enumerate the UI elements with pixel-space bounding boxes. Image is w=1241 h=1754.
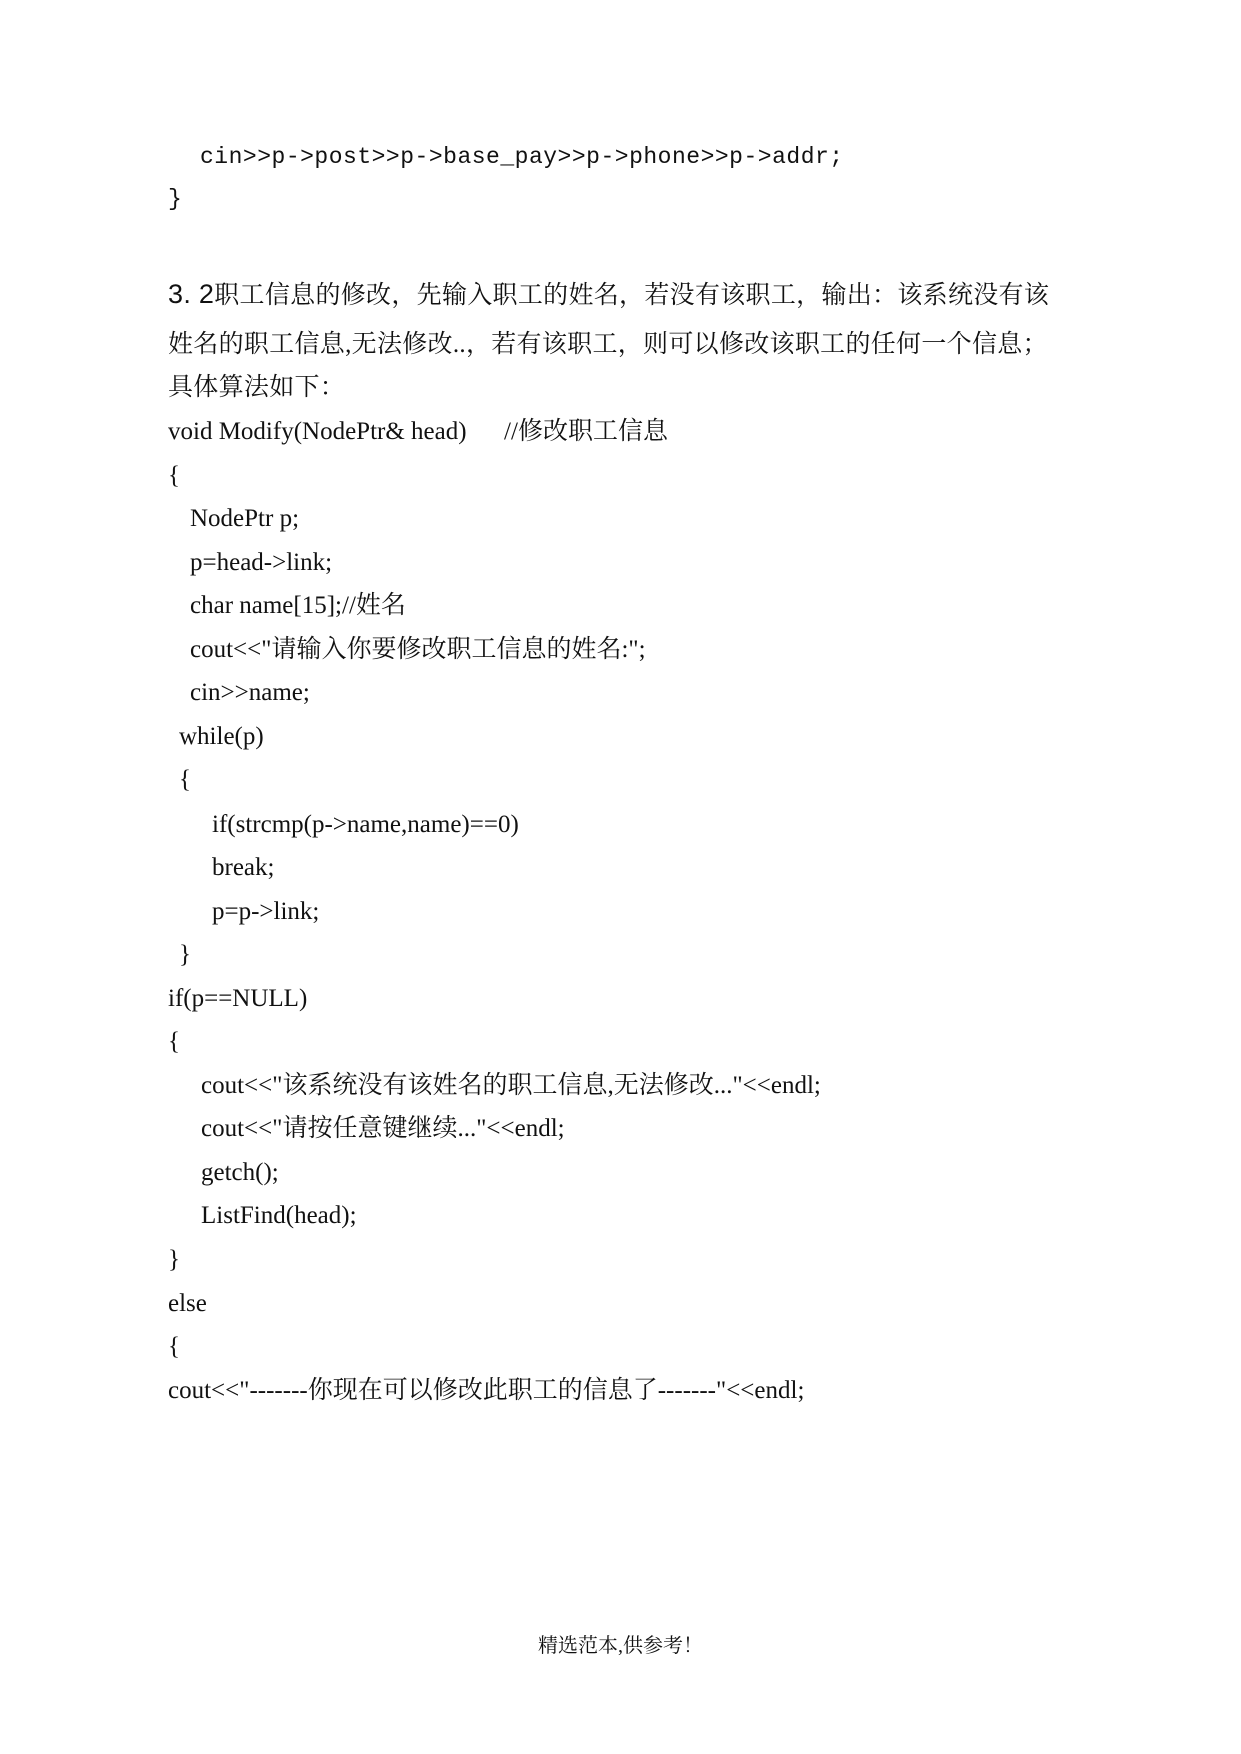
code-line: ListFind(head); <box>201 1202 357 1229</box>
code-line: getch(); <box>201 1159 279 1186</box>
section-paragraph-line: 具体算法如下： <box>168 374 346 401</box>
code-line: cin>>p->post>>p->base_pay>>p->phone>>p->addr; <box>200 144 844 170</box>
code-line: } <box>179 941 191 968</box>
code-line: { <box>168 462 180 489</box>
code-line: if(p==NULL) <box>168 985 308 1012</box>
code-line: cout<<"该系统没有该姓名的职工信息,无法修改..."<<endl; <box>201 1072 821 1099</box>
code-line: cout<<"请按任意键继续..."<<endl; <box>201 1115 565 1142</box>
code-line: p=p->link; <box>212 898 320 925</box>
code-line: while(p) <box>179 723 264 750</box>
section-number: 3. 2 <box>168 279 215 309</box>
code-line: NodePtr p; <box>190 505 300 532</box>
code-line: } <box>168 1246 180 1273</box>
code-line: void Modify(NodePtr& head) //修改职工信息 <box>168 418 668 445</box>
code-line: char name[15];//姓名 <box>190 592 406 619</box>
code-line: { <box>179 766 191 793</box>
section-paragraph-text: 职工信息的修改，先输入职工的姓名，若没有该职工，输出：该系统没有该 <box>214 282 1050 309</box>
code-line: break; <box>212 854 275 881</box>
code-line: cout<<"请输入你要修改职工信息的姓名:"; <box>190 636 646 663</box>
page-footer: 精选范本,供参考！ <box>538 1635 703 1657</box>
code-line: else <box>168 1290 207 1317</box>
section-paragraph-line: 姓名的职工信息,无法修改..，若有该职工，则可以修改该职工的任何一个信息； <box>168 331 1048 358</box>
code-line: { <box>168 1333 180 1360</box>
code-line: cin>>name; <box>190 679 310 706</box>
code-line: if(strcmp(p->name,name)==0) <box>212 811 519 838</box>
section-paragraph-line <box>168 279 1049 311</box>
code-line: cout<<"-------你现在可以修改此职工的信息了-------"<<endl; <box>168 1377 805 1404</box>
code-line: { <box>168 1028 180 1055</box>
code-line: } <box>168 186 183 212</box>
code-line: p=head->link; <box>190 549 333 576</box>
